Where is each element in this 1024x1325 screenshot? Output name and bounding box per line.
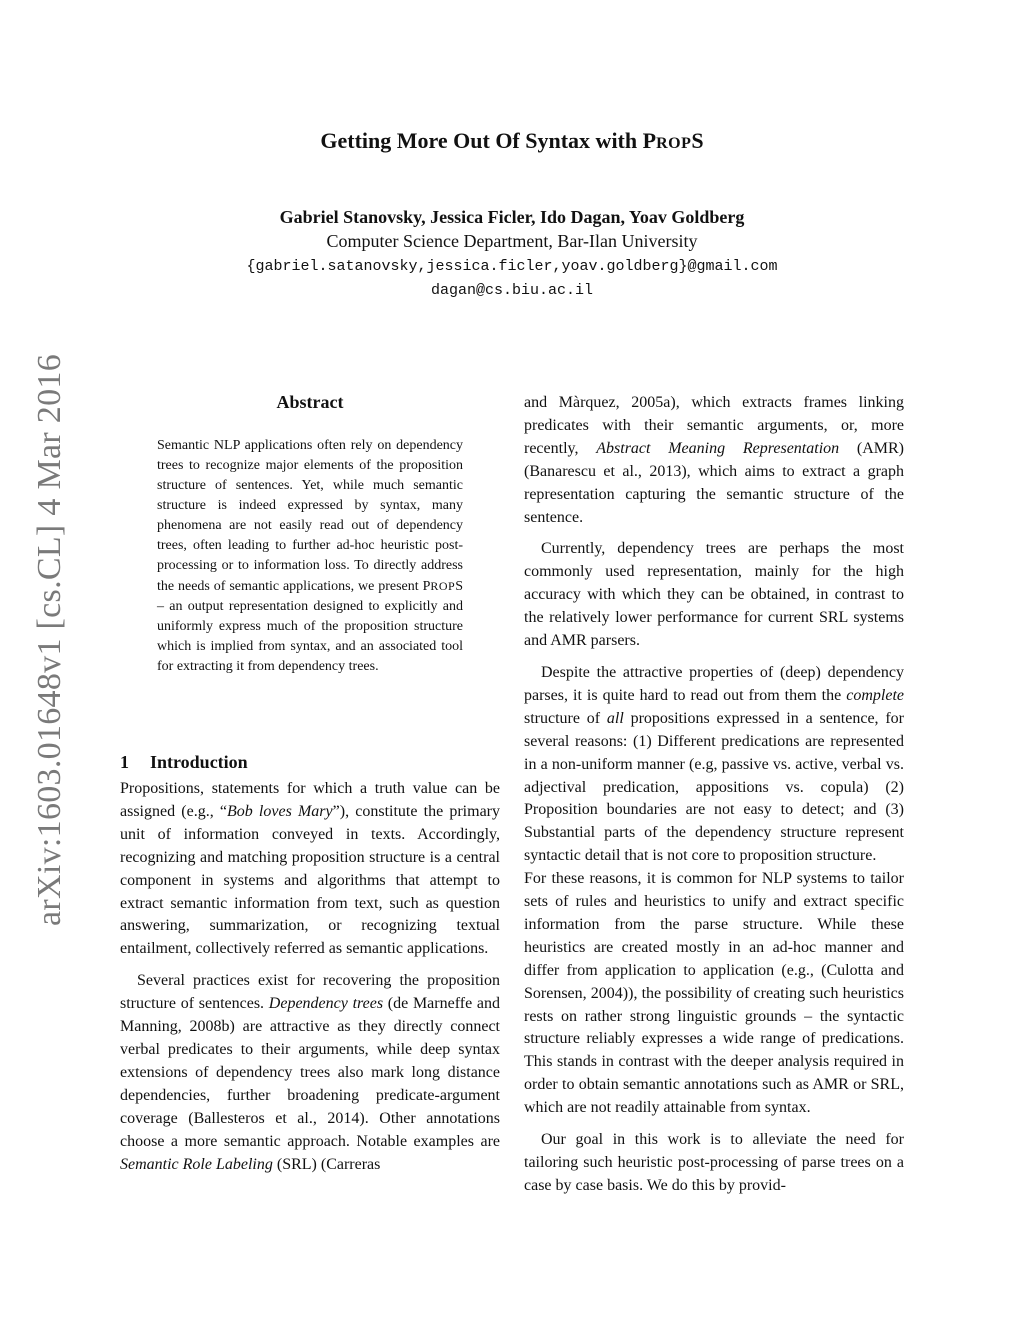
- authors: Gabriel Stanovsky, Jessica Ficler, Ido Dagan, Yoav Goldberg: [279, 207, 745, 227]
- text-run: (AMR) (Banarescu et al., 2013), which aims to extract a graph representation capturing the semantic structure of the sentence.: [524, 439, 905, 526]
- paper-title: [0, 128, 1024, 154]
- section-title: Introduction: [150, 752, 248, 772]
- italic-run: all: [606, 709, 624, 727]
- text-run: Propositions, statements for which a truth value can be assigned (e.g., “: [120, 780, 500, 820]
- section-heading-introduction: [120, 752, 248, 773]
- arxiv-identifier: arXiv:1603.01648v1 [cs.CL] 4 Mar 2016: [31, 353, 68, 927]
- paragraph: [120, 970, 500, 1176]
- left-column: [120, 778, 500, 1176]
- italic-run: Dependency trees: [268, 995, 384, 1013]
- text-run: and Màrquez, 2005a), which extracts frames linking predicates with their semantic arguments, or, more recently,: [524, 394, 904, 457]
- text-run: (SRL) (Carreras: [272, 1155, 381, 1173]
- paragraph: Currently, dependency trees are perhaps the most commonly used representation, mainly for the high accuracy with which they can be obtained, in contrast to the relatively lower performance for current SRL systems and AMR parsers.: [524, 540, 904, 650]
- email-line-2: dagan@cs.biu.ac.il: [430, 282, 594, 299]
- paragraph: Our goal in this work is to alleviate the need for tailoring such heuristic post-processing of parse trees on a case by case basis. We do this by provid-: [524, 1131, 904, 1194]
- text-run: structure of: [524, 709, 607, 727]
- section-number: 1: [120, 752, 129, 772]
- text-run: propositions expressed in a sentence, for several reasons: (1) Different predications are represented in a non-uniform manner (e.g, passive vs. active, verbal vs. adjectival predication, appositions vs. copula) (2) Proposition boundaries are not easy to detect; and (3) Substantial parts of the dependency structure represent syntactic detail that is not core to proposition structure.: [524, 709, 904, 865]
- title-props-rop: ROP: [656, 135, 692, 152]
- affiliation: Computer Science Department, Bar-Ilan University: [326, 231, 698, 251]
- abstract-heading: Abstract: [276, 392, 344, 412]
- paragraph: For these reasons, it is common for NLP systems to tailor sets of rules and heuristics to unify and extract specific information from the parse structure. While these heuristics are created mostly in an ad-hoc manner and differ from application to application (e.g., (Culotta and Sorensen, 2004)), the possibility of creating such heuristics rests on rather strong linguistic grounds – the syntactic structure reliably expresses a wide range of predications. This stands in contrast with the deeper analysis required in order to obtain semantic annotations such as AMR or SRL, which are not readily attainable from syntax.: [524, 870, 904, 1117]
- text-run: (de Marneffe and Manning, 2008b) are attractive as they directly connect verbal predicates to their arguments, while deep syntax extensions of dependency trees also mark long distance dependencies, further broadening predicate-argument coverage (Ballesteros et al., 2014). Other annotations choose a more semantic approach. Notable examples are: [120, 995, 500, 1150]
- abstract-body: [157, 436, 463, 677]
- right-column: [524, 392, 904, 1198]
- abstract-text-2: – an output representation designed to explicitly and uniformly express much of the proposition structure which is implied from syntax, and an associated tool for extracting it from dependency trees.: [157, 599, 463, 674]
- paragraph: [120, 778, 500, 961]
- abstract-text-1: Semantic NLP applications often rely on dependency trees to recognize major elements of the proposition structure of sentences. Yet, while much semantic structure is indeed expressed by syntax, many phenomena are not easily read out of dependency trees, often leading to further ad-hoc heuristic post-processing or to information loss. To directly address the needs of semantic applications, we present: [157, 438, 463, 594]
- italic-run: Bob loves Mary: [226, 802, 333, 820]
- italic-run: Semantic Role Labeling: [120, 1155, 273, 1173]
- text-run: Several practices exist for recovering the proposition structure of sentences.: [120, 972, 500, 1013]
- italic-run: complete: [846, 686, 904, 704]
- abstract-props-rop: ROP: [430, 579, 456, 593]
- title-props-s: S: [691, 128, 704, 153]
- abstract-props-s: S: [455, 579, 463, 594]
- title-props-p: P: [642, 128, 657, 153]
- text-run: Despite the attractive properties of (deep) dependency parses, it is quite hard to read out from them the: [524, 663, 904, 704]
- paragraph: [524, 392, 904, 529]
- abstract-props-p: P: [422, 579, 431, 594]
- text-run: ”), constitute the primary unit of information conveyed in texts. Accordingly, recognizing and matching proposition structure is a central component in systems and algorithms that attempt to extract semantic information from text, such as question answering, summarization, or recognizing textual entailment, collectively referred as semantic applications.: [120, 802, 500, 958]
- italic-run: Abstract Meaning Representation: [596, 439, 840, 457]
- email-line-1: {gabriel.satanovsky,jessica.ficler,yoav.goldberg}@gmail.com: [246, 258, 778, 275]
- title-text: Getting More Out Of Syntax with: [320, 128, 643, 153]
- paragraph: [524, 662, 904, 868]
